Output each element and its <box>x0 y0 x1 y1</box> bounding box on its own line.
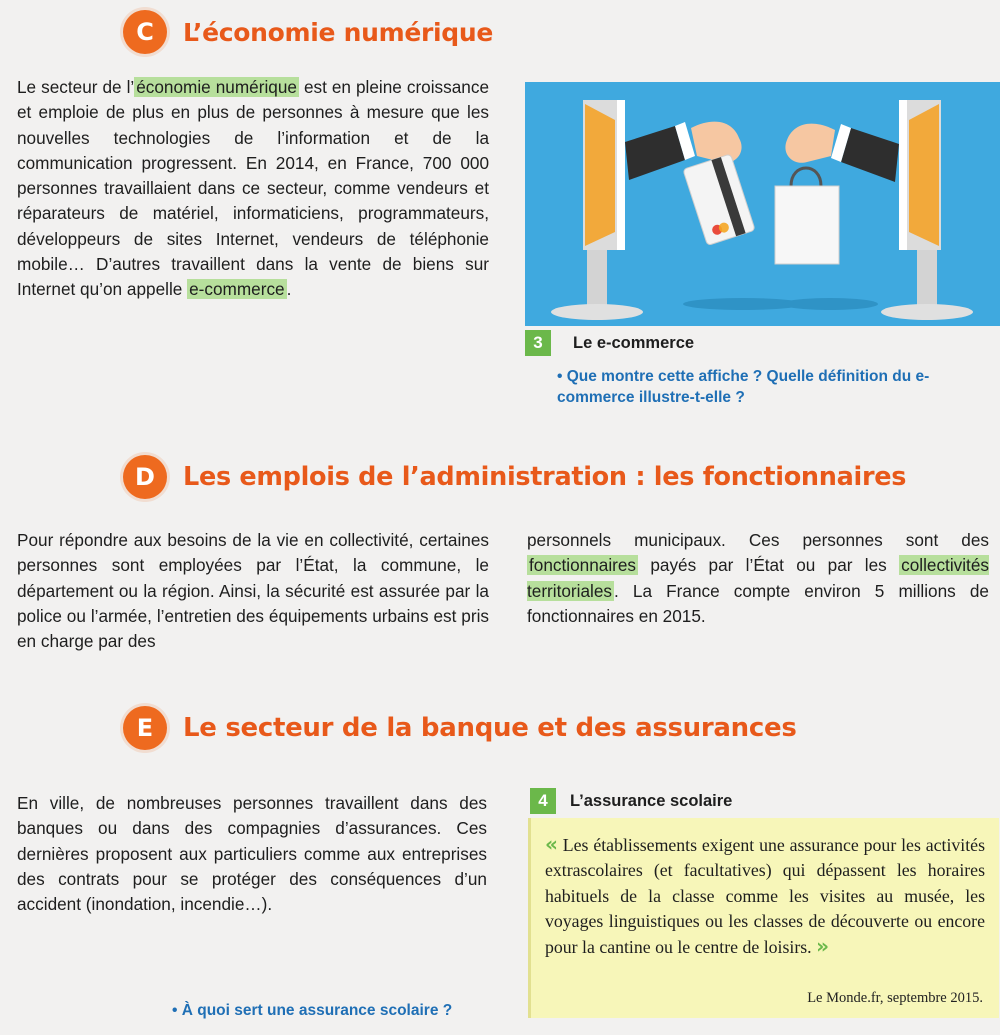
section-c-heading <box>123 10 493 54</box>
right-hand <box>785 124 835 163</box>
right-arm-sleeve <box>841 128 899 182</box>
section-badge-e: E <box>123 706 167 750</box>
left-monitor-screen <box>585 104 615 246</box>
right-monitor-stand <box>917 250 937 310</box>
section-d-paragraph-left: Pour répondre aux besoins de la vie en collectivité, certaines personnes sont employées par l’État, la commune, le département ou la région. Ainsi, la sécurité est assurée par la police ou l’armée, l’entretien des équipements urbains est pris en charge par des <box>17 530 489 652</box>
section-title-d: Les emplois de l’administration : les fonctionnaires <box>183 462 907 492</box>
doc4-quote <box>545 832 985 960</box>
section-e-question: • À quoi sert une assurance scolaire ? <box>172 1002 453 1019</box>
text-run: . <box>286 279 292 300</box>
doc-title: L’assurance scolaire <box>570 791 733 810</box>
section-title-c: L’économie numérique <box>183 17 494 47</box>
doc4-source: Le Monde.fr, septembre 2015. <box>807 990 983 1006</box>
keyword-highlight: fonctionnaires <box>529 555 637 576</box>
left-monitor-edge <box>617 100 625 250</box>
right-monitor-screen <box>909 104 939 246</box>
right-monitor-base <box>881 304 973 320</box>
left-monitor-base <box>551 304 643 320</box>
e-commerce-hands-screens-illustration <box>525 82 1000 326</box>
section-d-paragraph-right <box>527 528 989 629</box>
section-e-heading <box>123 706 797 750</box>
doc4-quote-box <box>528 818 999 1018</box>
section-c-paragraph <box>17 75 489 303</box>
text-run: est en pleine croissance et emploie de plus en plus de personnes à mesure que les nouvelles technologies de l’information et de la communication progressent. En 2014, en France, 700 000 personnes travaillaient dans ce secteur, comme vendeurs et réparateurs de matériel, informaticiens, programmateurs, développeurs de sites Internet, vendeurs de téléphonie mobile… D’autres travaillent dans la vente de biens sur Internet qu’on appelle <box>17 77 489 300</box>
text-run: Le secteur de l’ <box>17 77 135 97</box>
keyword-highlight: économie numérique <box>136 77 297 97</box>
section-badge-d: D <box>123 455 167 499</box>
doc4-header <box>530 788 732 814</box>
left-arm-sleeve <box>625 126 685 180</box>
close-quote-icon: » <box>816 934 829 959</box>
doc-number-badge: 3 <box>525 330 551 356</box>
section-title-e: Le secteur de la banque et des assurances <box>183 713 797 743</box>
doc3-caption <box>525 330 995 408</box>
text-run: payés par l’État ou par les <box>638 555 900 576</box>
open-quote-icon: « <box>545 832 558 856</box>
left-monitor-stand <box>587 250 607 310</box>
quote-text: Les établissements exigent une assurance pour les activités extrascolaires (et facultatives) qui dépassent les horaires habituels de la classe comme les visites au musée, les voyages linguistiques ou les classes de découverte ou encore pour la cantine ou le centre de loisirs. <box>545 835 985 958</box>
section-d-heading <box>123 455 906 499</box>
left-hand <box>691 122 742 163</box>
keyword-highlight: collectivités territoriales <box>527 555 989 601</box>
section-e-paragraph: En ville, de nombreuses personnes travaillent dans des banques ou dans des compagnies d’assurances. Ces dernières proposent aux particuliers comme aux entreprises des contrats pour se protéger des conséquences d’un accident (inondation, incendie…). <box>17 793 487 915</box>
text-run: . La France compte environ 5 millions de fonctionnaires en 2015. <box>527 580 989 626</box>
text-run: personnels municipaux. Ces personnes sont des <box>527 530 989 550</box>
doc-title: Le e-commerce <box>573 333 695 352</box>
right-monitor-edge <box>899 100 907 250</box>
section-badge-c: C <box>123 10 167 54</box>
doc-number-badge: 4 <box>530 788 556 814</box>
credit-card-icon <box>683 154 755 246</box>
keyword-highlight: e-commerce <box>189 279 285 300</box>
doc3-question: • Que montre cette affiche ? Quelle définition du e-commerce illustre-t-elle ? <box>557 368 930 406</box>
floor-shadow <box>782 298 878 310</box>
shopping-bag-icon <box>775 168 839 264</box>
e-commerce-illustration-svg <box>525 82 1000 326</box>
